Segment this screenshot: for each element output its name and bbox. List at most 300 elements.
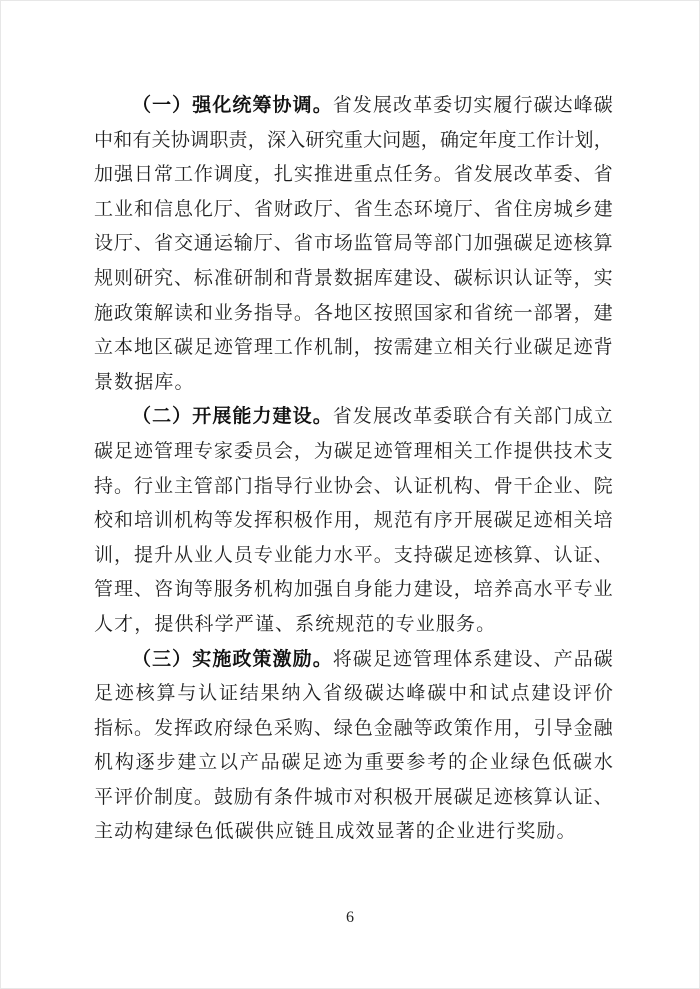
body-character: 相 (553, 510, 573, 532)
body-character: 委 (433, 406, 453, 428)
body-character: 革 (533, 164, 553, 186)
body-character: 府 (213, 717, 233, 739)
body-character: 委 (233, 440, 253, 462)
body-character: 指 (253, 302, 273, 324)
body-character: 省 (323, 683, 343, 705)
body-character: 动 (114, 821, 134, 843)
body-character: 构 (114, 752, 134, 774)
body-character: 制 (153, 786, 173, 808)
text-line (94, 193, 613, 228)
body-character: 培 (473, 579, 493, 601)
body-character: 、 (533, 544, 553, 566)
heading-character: ） (172, 95, 192, 116)
body-character: 进 (333, 164, 353, 186)
body-character: 峰 (406, 683, 426, 705)
body-character: 据 (353, 267, 373, 289)
body-character: 关 (513, 406, 533, 428)
body-character: 和 (453, 302, 473, 324)
body-character: 平 (353, 544, 373, 566)
body-character: 业 (193, 544, 213, 566)
body-character: 统 (315, 613, 335, 635)
body-character: 金 (373, 717, 393, 739)
body-character: 年 (478, 129, 498, 151)
text-line (94, 573, 613, 608)
body-character: 乡 (573, 198, 593, 220)
body-character: 研 (305, 129, 325, 151)
body-character: 足 (353, 440, 373, 462)
text-line (94, 262, 613, 297)
body-character: 地 (333, 302, 353, 324)
body-character: 与 (177, 683, 197, 705)
body-character: 认 (513, 267, 533, 289)
text-line (94, 227, 613, 262)
body-character: 迹 (114, 683, 134, 705)
body-character: 重 (364, 752, 384, 774)
body-character: 工 (516, 129, 536, 151)
body-character: ， (353, 337, 373, 359)
body-character: 培 (133, 510, 153, 532)
body-character: 政 (293, 198, 313, 220)
body-character: 机 (313, 337, 333, 359)
body-character: 协 (333, 475, 353, 497)
body-character: 纳 (281, 683, 301, 705)
body-character: 统 (493, 302, 513, 324)
body-character: 从 (173, 544, 193, 566)
body-character: 严 (234, 613, 254, 635)
body-character: 家 (433, 302, 453, 324)
body-character: 。 (433, 164, 453, 186)
body-character: 通 (193, 233, 213, 255)
body-character: 核 (513, 786, 533, 808)
body-character: 碳 (453, 786, 473, 808)
body-character: 施 (94, 302, 114, 324)
body-character: 构 (273, 579, 293, 601)
body-character: 管 (153, 440, 173, 462)
body-character: 骨 (493, 475, 513, 497)
body-character: 用 (333, 510, 353, 532)
body-character: 度 (497, 129, 517, 151)
body-character: 迹 (553, 233, 573, 255)
body-character: 色 (353, 717, 373, 739)
body-character: 低 (214, 821, 234, 843)
body-character: 理 (253, 337, 273, 359)
body-character: 行 (493, 337, 513, 359)
body-character: 日 (133, 164, 153, 186)
body-character: 设 (413, 267, 433, 289)
body-character: 显 (375, 821, 395, 843)
body-character: 中 (94, 129, 114, 151)
paragraph (94, 89, 613, 400)
body-character: 迹 (533, 510, 553, 532)
body-character: 展 (493, 164, 513, 186)
body-character: 果 (260, 683, 280, 705)
body-character: 、 (473, 198, 493, 220)
body-character: 试 (489, 683, 509, 705)
body-character: 供 (533, 440, 553, 462)
body-character: 积 (273, 510, 293, 532)
body-character: 力 (393, 579, 413, 601)
body-character: 业 (553, 475, 573, 497)
body-character: 迹 (393, 648, 413, 670)
body-character: 常 (153, 164, 173, 186)
body-character: 省 (353, 198, 373, 220)
body-character: 深 (266, 129, 286, 151)
body-character: 标 (473, 267, 493, 289)
heading-character: （ (132, 95, 152, 116)
heading-character: 展 (212, 406, 232, 428)
body-character: 训 (94, 544, 114, 566)
body-character: 碳 (433, 544, 453, 566)
body-character: 构 (453, 475, 473, 497)
body-character: 管 (233, 337, 253, 359)
body-character: 导 (273, 475, 293, 497)
body-character: 相 (453, 337, 473, 359)
body-character: 培 (593, 510, 613, 532)
heading-character: （ (132, 648, 152, 670)
body-character: 关 (453, 440, 473, 462)
body-character: 作 (193, 164, 213, 186)
body-character: ， (513, 717, 533, 739)
body-character: 认 (553, 544, 573, 566)
body-character: 支 (393, 544, 413, 566)
body-character: 背 (293, 267, 313, 289)
body-character: 有 (253, 786, 273, 808)
body-character: 足 (372, 648, 392, 670)
body-character: 和 (193, 302, 213, 324)
body-character: 开 (413, 786, 433, 808)
body-character: 入 (302, 683, 322, 705)
body-character: 评 (573, 683, 593, 705)
body-character: 范 (355, 613, 375, 635)
body-character: 。 (113, 475, 133, 497)
body-character: 省 (593, 164, 613, 186)
body-character: 实 (293, 164, 313, 186)
body-character: 改 (393, 95, 413, 116)
body-character: 融 (393, 717, 413, 739)
body-character: 积 (373, 786, 393, 808)
body-character: 解 (153, 302, 173, 324)
body-character: 升 (153, 544, 173, 566)
body-character: 题 (401, 129, 421, 151)
body-character: 成 (573, 406, 593, 428)
body-character: 的 (415, 821, 435, 843)
body-character: 研 (233, 267, 253, 289)
body-character: 科 (194, 613, 214, 635)
body-character: 设 (433, 579, 453, 601)
paragraph-first-line (94, 89, 613, 124)
body-character: 责 (228, 129, 248, 151)
heading-character: 。 (312, 648, 332, 670)
body-character: 以 (218, 752, 238, 774)
body-character: 机 (94, 752, 114, 774)
body-character: 供 (254, 821, 274, 843)
body-character: 服 (435, 613, 455, 635)
body-character: ， (353, 510, 373, 532)
body-character: 政 (193, 717, 213, 739)
body-character: 联 (453, 406, 473, 428)
body-character: 导 (273, 302, 293, 324)
body-character: 设 (552, 683, 572, 705)
body-character: 景 (94, 371, 114, 393)
body-character: 构 (134, 821, 154, 843)
body-character: 算 (593, 233, 613, 255)
body-character: 碳 (234, 821, 254, 843)
body-character: 挥 (173, 717, 193, 739)
body-character: 效 (355, 821, 375, 843)
body-character: 核 (573, 233, 593, 255)
body-character: 询 (173, 579, 193, 601)
body-character: 立 (433, 337, 453, 359)
text-block (94, 89, 613, 850)
body-character: 需 (393, 337, 413, 359)
body-character: 绿 (174, 821, 194, 843)
body-character: 技 (553, 440, 573, 462)
body-character: 门 (453, 233, 473, 255)
body-character: 规 (373, 510, 393, 532)
body-character: 力 (313, 544, 333, 566)
body-character: 碳 (173, 337, 193, 359)
body-character: 导 (553, 717, 573, 739)
body-character: 区 (153, 337, 173, 359)
body-character: 达 (553, 95, 573, 116)
body-character: 发 (233, 510, 253, 532)
body-character: 设 (94, 233, 114, 255)
body-character: 应 (274, 821, 294, 843)
body-character: 碳 (513, 233, 533, 255)
body-character: 背 (593, 337, 613, 359)
body-character: 委 (433, 95, 453, 116)
heading-character: 一 (152, 95, 172, 116)
body-character: 提 (513, 440, 533, 462)
text-line (94, 608, 613, 643)
body-character: 价 (593, 683, 613, 705)
body-character: 挥 (253, 510, 273, 532)
body-character: 作 (473, 717, 493, 739)
body-character: 展 (372, 406, 392, 428)
body-character: 业 (113, 198, 133, 220)
body-character: 工 (173, 164, 193, 186)
body-character: 景 (313, 267, 333, 289)
body-character: 究 (324, 129, 344, 151)
heading-character: 政 (232, 648, 252, 670)
body-character: 水 (593, 752, 613, 774)
body-character: 系 (473, 648, 493, 670)
body-character: 平 (94, 786, 114, 808)
body-character: 入 (286, 129, 306, 151)
heading-character: 励 (292, 648, 312, 670)
body-character: 指 (253, 475, 273, 497)
body-character: 境 (433, 198, 453, 220)
heading-character: 。 (312, 95, 332, 116)
body-character: 规 (94, 267, 114, 289)
body-character: 作 (536, 129, 556, 151)
body-character: 发 (352, 406, 372, 428)
heading-character: 化 (212, 95, 232, 116)
body-character: 强 (493, 233, 513, 255)
body-character: 研 (133, 267, 153, 289)
body-character: 。 (476, 613, 496, 635)
body-character: 励 (536, 821, 556, 843)
body-character: 、 (433, 267, 453, 289)
body-character: 厅 (453, 198, 473, 220)
body-character: 各 (313, 302, 333, 324)
body-character: 态 (393, 198, 413, 220)
text-line (94, 331, 613, 366)
body-character: 足 (94, 683, 114, 705)
body-character: 政 (433, 717, 453, 739)
body-character: 引 (533, 717, 553, 739)
body-character: 证 (573, 544, 593, 566)
body-character: ， (134, 613, 154, 635)
body-character: 业 (593, 579, 613, 601)
body-character: 建 (413, 579, 433, 601)
heading-character: 激 (272, 648, 292, 670)
body-character: 革 (413, 406, 433, 428)
body-character: 持 (94, 475, 114, 497)
body-character: 员 (233, 544, 253, 566)
body-character: 谨 (254, 613, 274, 635)
body-character: 务 (233, 302, 253, 324)
body-character: 峰 (573, 95, 593, 116)
body-character: 实 (593, 267, 613, 289)
body-character: 理 (413, 440, 433, 462)
body-character: 碳 (533, 95, 553, 116)
body-character: 为 (313, 440, 333, 462)
body-character: 碳 (427, 683, 447, 705)
body-character: 碳 (94, 440, 114, 462)
body-character: 改 (393, 406, 413, 428)
body-character: 价 (133, 786, 153, 808)
text-line (94, 677, 613, 712)
body-character: 立 (593, 406, 613, 428)
heading-character: 筹 (252, 95, 272, 116)
body-character: 划 (574, 129, 594, 151)
body-character: 。 (193, 786, 213, 808)
body-character: 认 (198, 683, 218, 705)
body-character: 等 (553, 267, 573, 289)
body-character: 、 (593, 786, 613, 808)
body-character: 色 (531, 752, 551, 774)
body-character: 业 (513, 337, 533, 359)
body-character: 相 (433, 440, 453, 462)
body-character: ， (573, 267, 593, 289)
body-character: 开 (453, 510, 473, 532)
body-character: 有 (493, 406, 513, 428)
body-character: 咨 (153, 579, 173, 601)
body-character: 等 (193, 579, 213, 601)
body-character: 和 (273, 267, 293, 289)
body-character: 算 (513, 544, 533, 566)
body-character: 人 (213, 544, 233, 566)
body-character: 院 (593, 475, 613, 497)
body-character: 和 (133, 198, 153, 220)
heading-character: 强 (192, 95, 212, 116)
body-character: 业 (489, 752, 509, 774)
body-character: 按 (373, 337, 393, 359)
text-line (94, 712, 613, 747)
body-character: 证 (413, 475, 433, 497)
body-character: 提 (154, 613, 174, 635)
body-character: 据 (134, 371, 154, 393)
paragraph (94, 400, 613, 642)
heading-character: 二 (152, 406, 172, 428)
body-character: 足 (533, 233, 553, 255)
body-character: 迹 (133, 440, 153, 462)
body-character: 制 (333, 337, 353, 359)
body-character: 作 (293, 337, 313, 359)
body-character: 建 (413, 337, 433, 359)
text-line (94, 124, 613, 159)
body-character: 专 (395, 613, 415, 635)
body-character: 省 (332, 406, 352, 428)
text-line (94, 470, 613, 505)
body-character: 重 (343, 129, 363, 151)
heading-character: 能 (232, 406, 252, 428)
body-character: 件 (293, 786, 313, 808)
body-character: 管 (393, 440, 413, 462)
body-character: 工 (94, 198, 114, 220)
body-character: 产 (239, 752, 259, 774)
body-character: 体 (453, 648, 473, 670)
body-character: 足 (453, 544, 473, 566)
body-character: ， (247, 129, 267, 151)
body-character: 财 (273, 198, 293, 220)
body-character: 建 (393, 267, 413, 289)
body-character: 合 (473, 406, 493, 428)
body-character: 员 (253, 440, 273, 462)
body-character: 省 (332, 95, 352, 116)
body-character: 系 (295, 613, 315, 635)
body-character: 专 (253, 544, 273, 566)
body-character: 城 (313, 786, 333, 808)
body-character: 管 (94, 579, 114, 601)
body-character: 建 (154, 821, 174, 843)
body-character: 数 (333, 267, 353, 289)
text-line (94, 366, 613, 401)
body-character: 逐 (135, 752, 155, 774)
body-character: 监 (353, 233, 373, 255)
body-character: 迹 (373, 440, 393, 462)
body-character: 有 (413, 510, 433, 532)
body-character: 房 (533, 198, 553, 220)
body-character: 证 (573, 786, 593, 808)
body-character: 息 (173, 198, 193, 220)
body-character: 省 (473, 302, 493, 324)
body-character: 要 (385, 752, 405, 774)
body-character: 建 (593, 198, 613, 220)
body-character: 、 (333, 198, 353, 220)
body-character: 厅 (313, 198, 333, 220)
heading-character: 统 (232, 95, 252, 116)
body-character: 发 (153, 717, 173, 739)
text-line (94, 504, 613, 539)
body-character: 务 (455, 613, 475, 635)
body-character: 核 (135, 683, 155, 705)
body-character: 省 (253, 198, 273, 220)
body-character: 融 (593, 717, 613, 739)
body-character: 地 (133, 337, 153, 359)
body-character: 奖 (516, 821, 536, 843)
text-line (94, 815, 613, 850)
body-character: 履 (493, 95, 513, 116)
body-character: 局 (393, 233, 413, 255)
body-character: 大 (363, 129, 383, 151)
body-character: 理 (173, 440, 193, 462)
body-character: 、 (233, 198, 253, 220)
body-character: 和 (113, 129, 133, 151)
body-character: 认 (553, 786, 573, 808)
body-character: 自 (333, 579, 353, 601)
